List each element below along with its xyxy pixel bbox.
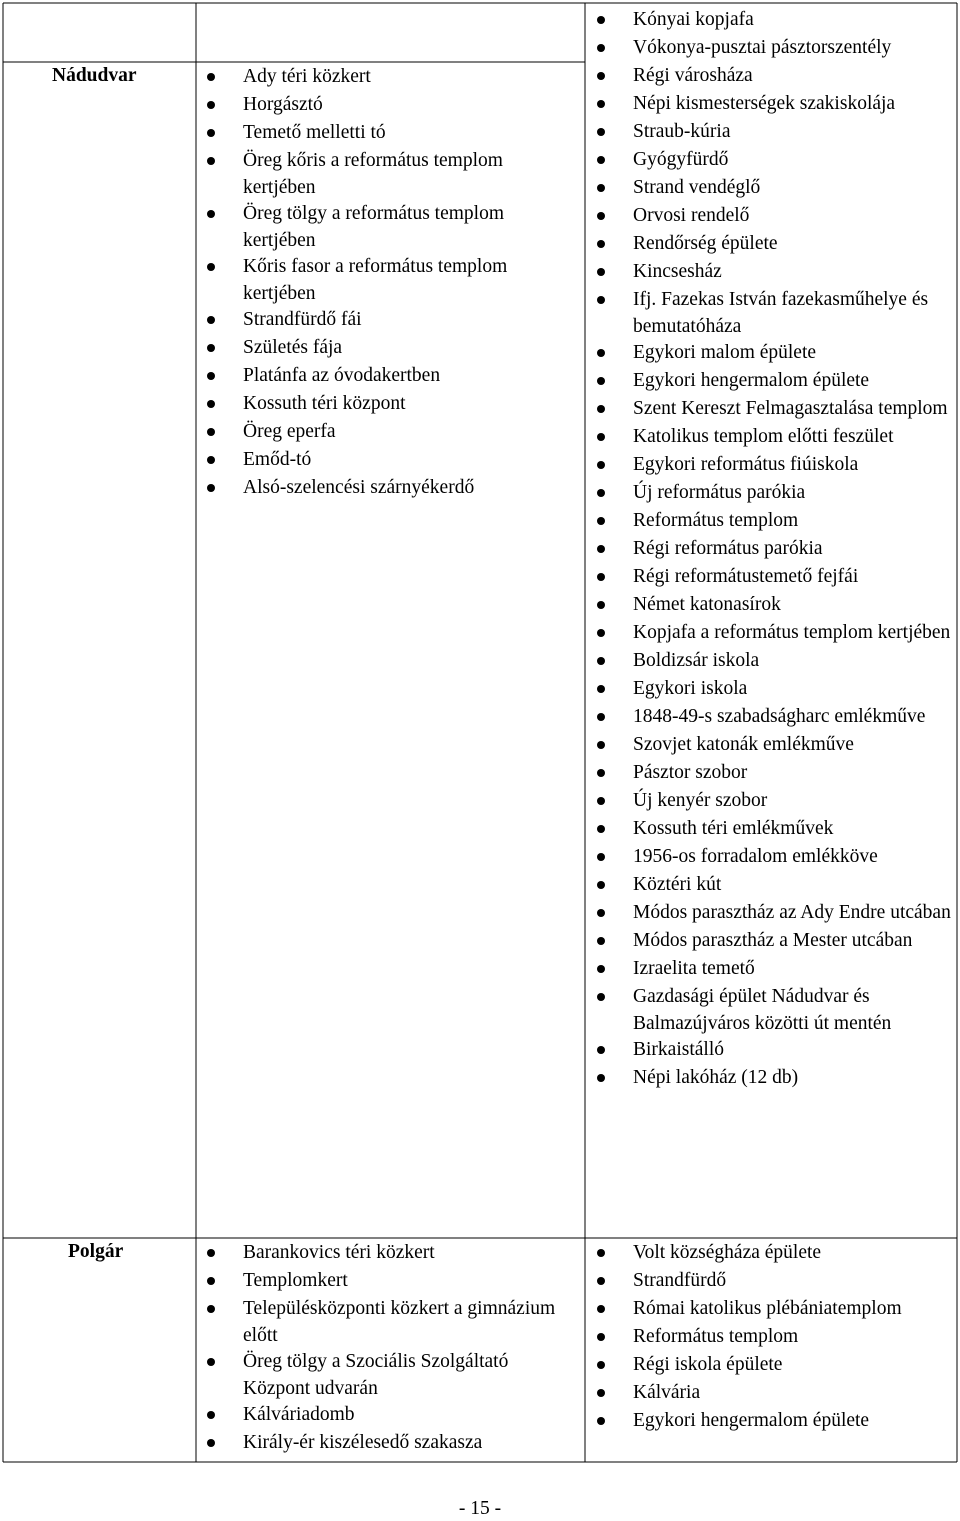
list-item: Református templom xyxy=(585,1324,957,1352)
list-item: Templomkert xyxy=(195,1268,557,1296)
list-item: Gazdasági épület Nádudvar és Balmazújváros közötti út mentén xyxy=(585,984,957,1037)
list-item: Régi városháza xyxy=(585,63,957,91)
list-item: Módos parasztház a Mester utcában xyxy=(585,928,957,956)
list-item: Platánfa az óvodakertben xyxy=(195,363,557,391)
list-item: Király-ér kiszélesedő szakasza xyxy=(195,1430,557,1458)
list-item: 1956-os forradalom emlékköve xyxy=(585,844,957,872)
list-item: Kopjafa a református templom kertjében xyxy=(585,620,957,648)
list-item: Egykori hengermalom épülete xyxy=(585,368,957,396)
list-item: Öreg kőris a református templom kertjében xyxy=(195,148,557,201)
list-item: Településközponti közkert a gimnázium előtt xyxy=(195,1296,557,1349)
list-item: Rendőrség épülete xyxy=(585,231,957,259)
list-item: Kőris fasor a református templom kertjében xyxy=(195,254,557,307)
list-item: Köztéri kút xyxy=(585,872,957,900)
built-heritage-list-polgar xyxy=(585,1240,957,1436)
list-item: Születés fája xyxy=(195,335,557,363)
municipality-label-polgar: Polgár xyxy=(68,1241,124,1262)
list-item: Régi iskola épülete xyxy=(585,1352,957,1380)
list-item: Gyógyfürdő xyxy=(585,147,957,175)
list-item: Ifj. Fazekas István fazekasműhelye és bemutatóháza xyxy=(585,287,957,340)
list-item: Kossuth téri központ xyxy=(195,391,557,419)
municipality-label-nadudvar: Nádudvar xyxy=(52,65,137,86)
list-item: Római katolikus plébániatemplom xyxy=(585,1296,957,1324)
list-item: Népi kismesterségek szakiskolája xyxy=(585,91,957,119)
list-item: Barankovics téri közkert xyxy=(195,1240,557,1268)
list-item: Birkaistálló xyxy=(585,1037,957,1065)
list-item: Orvosi rendelő xyxy=(585,203,957,231)
list-item: Ady téri közkert xyxy=(195,64,557,92)
list-item: Strandfürdő fái xyxy=(195,307,557,335)
list-item: Módos parasztház az Ady Endre utcában xyxy=(585,900,957,928)
list-item: Német katonasírok xyxy=(585,592,957,620)
list-item: Szent Kereszt Felmagasztalása templom xyxy=(585,396,957,424)
list-item: Katolikus templom előtti feszület xyxy=(585,424,957,452)
list-item: Emőd-tó xyxy=(195,447,557,475)
list-item: Szovjet katonák emlékműve xyxy=(585,732,957,760)
list-item: Egykori malom épülete xyxy=(585,340,957,368)
list-item: Új református parókia xyxy=(585,480,957,508)
list-item: 1848-49-s szabadságharc emlékműve xyxy=(585,704,957,732)
page-number: - 15 - xyxy=(458,1498,502,1519)
list-item: Öreg tölgy a református templom kertjében xyxy=(195,201,557,254)
list-item: Boldizsár iskola xyxy=(585,648,957,676)
list-item: Izraelita temető xyxy=(585,956,957,984)
list-item: Egykori hengermalom épülete xyxy=(585,1408,957,1436)
list-item: Kónyai kopjafa xyxy=(585,7,957,35)
list-item: Kossuth téri emlékművek xyxy=(585,816,957,844)
list-item: Régi református parókia xyxy=(585,536,957,564)
list-item: Öreg eperfa xyxy=(195,419,557,447)
list-item: Strandfürdő xyxy=(585,1268,957,1296)
list-item: Pásztor szobor xyxy=(585,760,957,788)
list-item: Népi lakóház (12 db) xyxy=(585,1065,957,1093)
list-item: Straub-kúria xyxy=(585,119,957,147)
list-item: Egykori református fiúiskola xyxy=(585,452,957,480)
list-item: Öreg tölgy a Szociális Szolgáltató Központ udvarán xyxy=(195,1349,557,1402)
list-item: Volt községháza épülete xyxy=(585,1240,957,1268)
list-item: Egykori iskola xyxy=(585,676,957,704)
list-item: Református templom xyxy=(585,508,957,536)
natural-heritage-list-polgar xyxy=(195,1240,557,1458)
list-item: Régi reformátustemető fejfái xyxy=(585,564,957,592)
list-item: Kálváriadomb xyxy=(195,1402,557,1430)
list-item: Kálvária xyxy=(585,1380,957,1408)
natural-heritage-list-nadudvar xyxy=(195,64,557,503)
list-item: Alsó-szelencési szárnyékerdő xyxy=(195,475,557,503)
list-item: Strand vendéglő xyxy=(585,175,957,203)
list-item: Horgásztó xyxy=(195,92,557,120)
list-item: Temető melletti tó xyxy=(195,120,557,148)
built-heritage-list-nadudvar xyxy=(585,7,957,1093)
list-item: Vókonya-pusztai pásztorszentély xyxy=(585,35,957,63)
list-item: Új kenyér szobor xyxy=(585,788,957,816)
list-item: Kincsesház xyxy=(585,259,957,287)
